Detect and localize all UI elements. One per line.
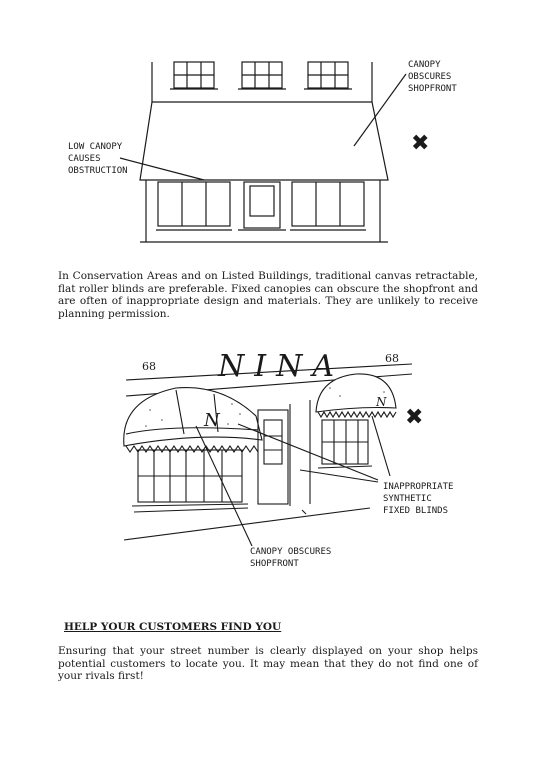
canopy-obscures-label: CANOPY	[408, 60, 441, 70]
cross-mark-icon: ✖	[405, 405, 424, 430]
canopy-obscures-label: CANOPY OBSCURES	[250, 547, 332, 557]
low-canopy-label: OBSTRUCTION	[68, 166, 128, 176]
upper-window	[304, 62, 352, 89]
shop-door	[258, 410, 288, 504]
low-canopy-label: CAUSES	[68, 154, 101, 164]
canopy-logo: N	[376, 395, 387, 409]
section-body: Ensuring that your street number is clearly displayed on your shop helps potential customers to locate you. It may mean that they do not find one of your rivals first!	[58, 645, 478, 682]
shop-window-left	[132, 450, 248, 512]
canopy-obscures-label: SHOPFRONT	[408, 84, 457, 94]
low-canopy-label: LOW CANOPY	[68, 142, 123, 152]
shop-sign: NINA	[218, 349, 345, 384]
synthetic-blinds-label: SYNTHETIC	[383, 494, 432, 504]
section-heading: HELP YOUR CUSTOMERS FIND YOU	[64, 621, 282, 633]
shopfront	[140, 180, 388, 242]
dome-canopy-left	[124, 388, 262, 446]
canopy-illustration	[0, 0, 554, 260]
street-number-left: 68	[142, 360, 156, 373]
cross-mark-icon: ✖	[411, 131, 430, 156]
fixed-canopy	[140, 102, 388, 180]
dome-canopy-illustration	[0, 330, 554, 590]
street-number-right: 68	[385, 352, 399, 365]
canopy-obscures-label: SHOPFRONT	[250, 559, 299, 569]
synthetic-blinds-label: FIXED BLINDS	[383, 506, 449, 516]
shop-window-right	[318, 420, 372, 468]
upper-window	[170, 62, 218, 89]
conservation-paragraph: In Conservation Areas and on Listed Buildings, traditional canvas retractable, flat roller blinds are preferable. Fixed canopies can obscure the shopfront and are often of inappropriate design and materials. They are unlikely to receive planning permission.	[58, 270, 478, 320]
canopy-obscures-label: OBSCURES	[408, 72, 452, 82]
synthetic-blinds-label: INAPPROPRIATE	[383, 482, 454, 492]
canopy-logo: N	[204, 410, 220, 431]
upper-window	[238, 62, 286, 89]
